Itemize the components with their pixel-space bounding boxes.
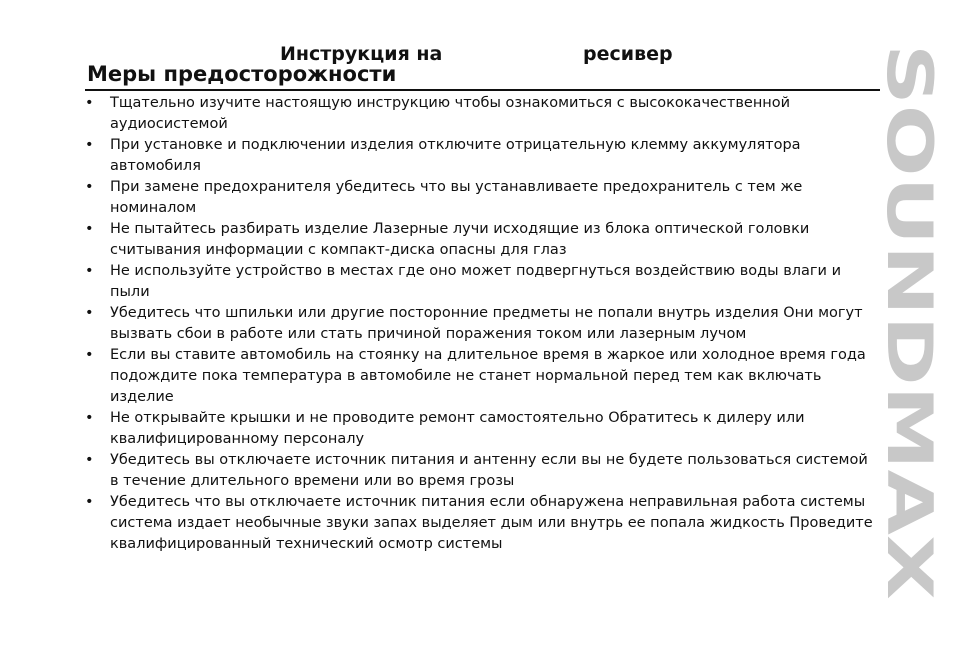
list-item-text: Тщательно изучите настоящую инструкцию чтобы ознакомиться с высококачественной аудиосистемой — [110, 95, 791, 132]
header-title-left: Инструкция на — [280, 43, 443, 65]
bullet-icon: • — [85, 221, 94, 237]
list-item-text: Убедитесь что вы отключаете источник питания если обнаружена неправильная работа системы система издает необычные звуки запах выделяет дым или внутрь ее попала жидкость Проведите квалифицированный технический осмотр системы — [110, 494, 873, 552]
precautions-list — [83, 93, 878, 555]
list-item — [83, 450, 878, 492]
list-item-text: Убедитесь что шпильки или другие посторонние предметы не попали внутрь изделия Они могут вызвать сбои в работе или стать причиной поражения током или лазерным лучом — [110, 305, 863, 342]
header-title-right: ресивер — [583, 43, 673, 65]
list-item-text: При замене предохранителя убедитесь что вы устанавливаете предохранитель с тем же номиналом — [110, 179, 803, 216]
bullet-icon: • — [85, 179, 94, 195]
list-item-text: Не пытайтесь разбирать изделие Лазерные лучи исходящие из блока оптической головки считывания информации с компакт-диска опасны для глаз — [110, 221, 810, 258]
bullet-icon: • — [85, 263, 94, 279]
list-item — [83, 219, 878, 261]
bullet-icon: • — [85, 305, 94, 321]
list-item — [83, 177, 878, 219]
list-item-text: Не открывайте крышки и не проводите ремонт самостоятельно Обратитесь к дилеру или квалифицированному персоналу — [110, 410, 805, 447]
bullet-icon: • — [85, 410, 94, 426]
soundmax-logo — [873, 42, 946, 602]
section-title: Меры предосторожности — [87, 62, 397, 86]
title-divider — [85, 89, 880, 91]
list-item — [83, 408, 878, 450]
list-item — [83, 261, 878, 303]
list-item-text: Если вы ставите автомобиль на стоянку на длительное время в жаркое или холодное время года подождите пока температура в автомобиле не станет нормальной перед тем как включать изделие — [110, 347, 866, 405]
list-item-text: Не используйте устройство в местах где оно может подвергнуться воздействию воды влаги и пыли — [110, 263, 841, 300]
bullet-icon: • — [85, 137, 94, 153]
list-item — [83, 492, 878, 555]
list-item — [83, 135, 878, 177]
list-item — [83, 93, 878, 135]
list-item — [83, 303, 878, 345]
bullet-icon: • — [85, 452, 94, 468]
soundmax-logo-text: SOUNDMAX — [873, 44, 946, 453]
list-item — [83, 345, 878, 408]
bullet-icon: • — [85, 95, 94, 111]
bullet-icon: • — [85, 347, 94, 363]
list-item-text: Убедитесь вы отключаете источник питания и антенну если вы не будете пользоваться системой в течение длительного времени или во время грозы — [110, 452, 868, 489]
list-item-text: При установке и подключении изделия отключите отрицательную клемму аккумулятора автомобиля — [110, 137, 801, 174]
bullet-icon: • — [85, 494, 94, 510]
